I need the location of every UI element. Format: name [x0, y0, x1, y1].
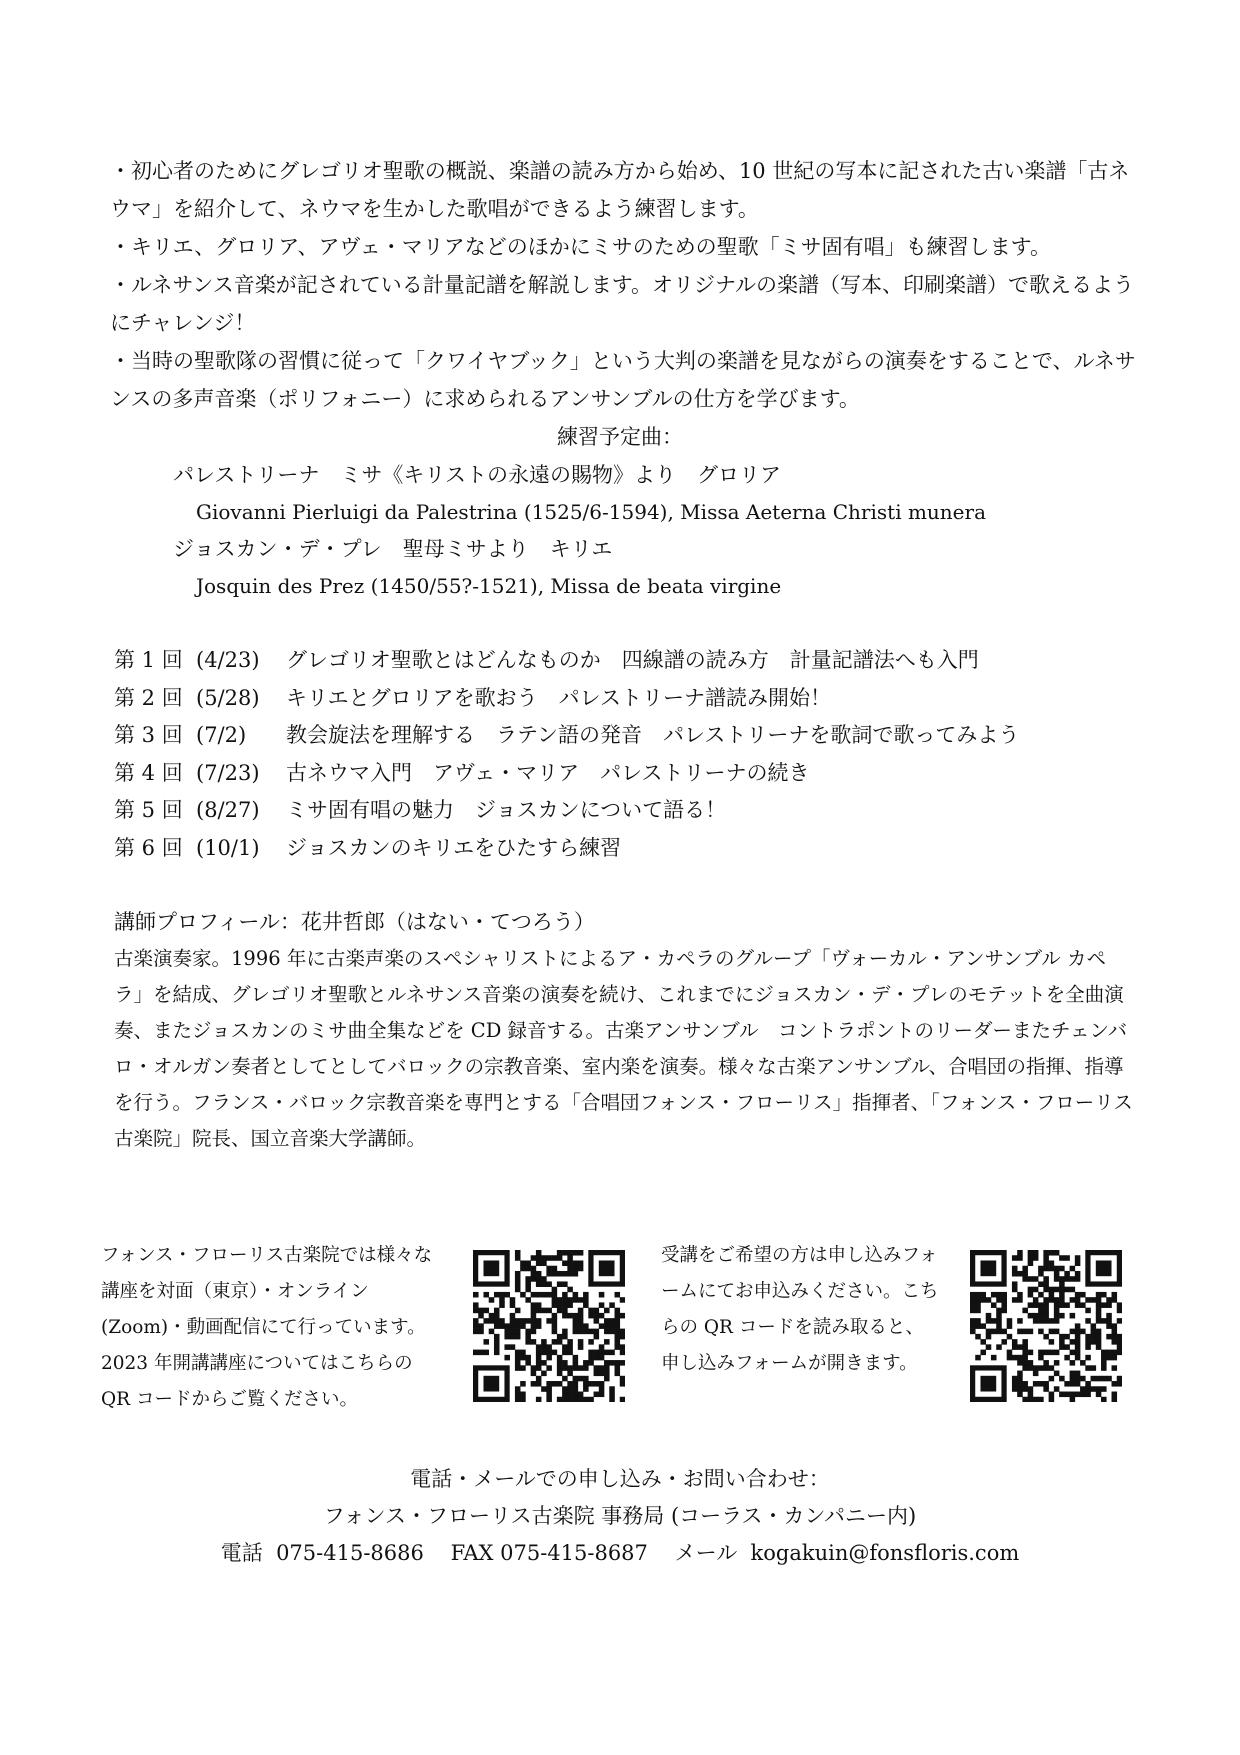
session-date: (7/2): [196, 723, 247, 747]
session-number: 第 4 回: [114, 760, 183, 785]
session-number: 第 6 回: [114, 835, 183, 860]
courses-note: フォンス・フローリス古楽院では様々な講座を対面（東京）・オンライン (Zoom)・動画配信にて行っています。2023 年開講講座についてはこちらの QR コードからご覧ください。: [101, 1245, 433, 1410]
session-topics: キリエとグロリアを歌おう パレストリーナ譜読み開始！: [286, 685, 831, 710]
repertoire-piece-latin: Josquin des Prez (1450/55?-1521), Missa de beata virgine: [196, 574, 782, 598]
contact-numbers: 電話 075-415-8686 FAX 075-415-8687 メール kogakuin@fonsfloris.com: [220, 1541, 1020, 1565]
schedule-row: [114, 717, 1019, 755]
session-date: (7/23): [196, 760, 260, 785]
repertoire-piece-jp: パレストリーナ ミサ《キリストの永遠の賜物》より グロリア: [173, 463, 781, 487]
session-date: (4/23): [196, 648, 260, 672]
application-note: 受講をご希望の方は申し込みフォームにてお申込みください。こちらの QR コードを読み取ると、申し込みフォームが開きます。: [661, 1245, 939, 1374]
session-topics: 教会旋法を理解する ラテン語の発音 パレストリーナを歌詞で歌ってみよう: [286, 723, 1020, 747]
schedule-list: [114, 642, 1019, 867]
schedule-row: [114, 755, 1019, 793]
profile-title: 講師プロフィール：花井哲郎（はない・てつろう）: [114, 910, 595, 934]
schedule-row: [114, 830, 1019, 868]
intro-paragraph: ・当時の聖歌隊の習慣に従って「クワイヤブック」という大判の楽譜を見ながらの演奏をすることで、ルネサンスの多声音楽（ポリフォニー）に求められるアンサンブルの仕方を学びます。: [110, 349, 1136, 411]
session-number: 第 3 回: [114, 723, 183, 747]
session-date: (10/1): [196, 835, 260, 860]
intro-paragraph: ・キリエ、グロリア、アヴェ・マリアなどのほかにミサのための聖歌「ミサ固有唱」も練習します。: [110, 235, 1052, 259]
session-number: 第 5 回: [114, 798, 183, 822]
session-number: 第 1 回: [114, 648, 183, 672]
schedule-row: [114, 642, 1019, 680]
qr-code-icon[interactable]: [970, 1250, 1122, 1402]
session-topics: ジョスカンのキリエをひたすら練習: [286, 835, 622, 860]
contact-office: フォンス・フローリス古楽院 事務局 (コーラス・カンパニー内): [323, 1504, 917, 1528]
session-date: (5/28): [196, 685, 260, 710]
session-topics: 古ネウマ入門 アヴェ・マリア パレストリーナの続き: [286, 760, 810, 785]
repertoire-title: 練習予定曲：: [557, 425, 683, 449]
intro-paragraph: ・初心者のためにグレゴリオ聖歌の概説、楽譜の読み方から始め、10 世紀の写本に記された古い楽譜「古ネウマ」を紹介して、ネウマを生かした歌唱ができるよう練習します。: [110, 159, 1130, 221]
session-date: (8/27): [196, 798, 260, 822]
schedule-row: [114, 680, 1019, 718]
schedule-row: [114, 792, 1019, 830]
session-topics: グレゴリオ聖歌とはどんなものか 四線譜の読み方 計量記譜法へも入門: [286, 648, 979, 672]
repertoire-piece-latin: Giovanni Pierluigi da Palestrina (1525/6-1594), Missa Aeterna Christi munera: [196, 500, 986, 524]
session-number: 第 2 回: [114, 685, 183, 710]
repertoire-piece-jp: ジョスカン・デ・プレ 聖母ミサより キリエ: [173, 537, 613, 561]
intro-section: [110, 152, 1140, 418]
session-topics: ミサ固有唱の魅力 ジョスカンについて語る！: [286, 798, 727, 822]
profile-body: 古楽演奏家。1996 年に古楽声楽のスペシャリストによるア・カペラのグループ「ヴォーカル・アンサンブル カペラ」を結成、グレゴリオ聖歌とルネサンス音楽の演奏を続け、これまでにジョスカン・デ・プレのモテットを全曲演奏、またジョスカンのミサ曲全集などを CD 録音する。古楽アンサンブル コントラポントのリーダーまたチェンバロ・オルガン奏者としてとしてバロックの宗教音楽、室内楽を演奏。様々な古楽アンサンブル、合唱団の指揮、指導を行う。フランス・バロック宗教音楽を専門とする「合唱団フォンス・フローリス」指揮者、「フォンス・フローリス古楽院」院長、国立音楽大学講師。: [114, 947, 1133, 1150]
contact-heading: 電話・メールでの申し込み・お問い合わせ：: [410, 1467, 830, 1491]
intro-paragraph: ・ルネサンス音楽が記されている計量記譜を解説します。オリジナルの楽譜（写本、印刷楽譜）で歌えるようにチャレンジ！: [110, 273, 1134, 335]
qr-code-icon[interactable]: [473, 1250, 625, 1402]
